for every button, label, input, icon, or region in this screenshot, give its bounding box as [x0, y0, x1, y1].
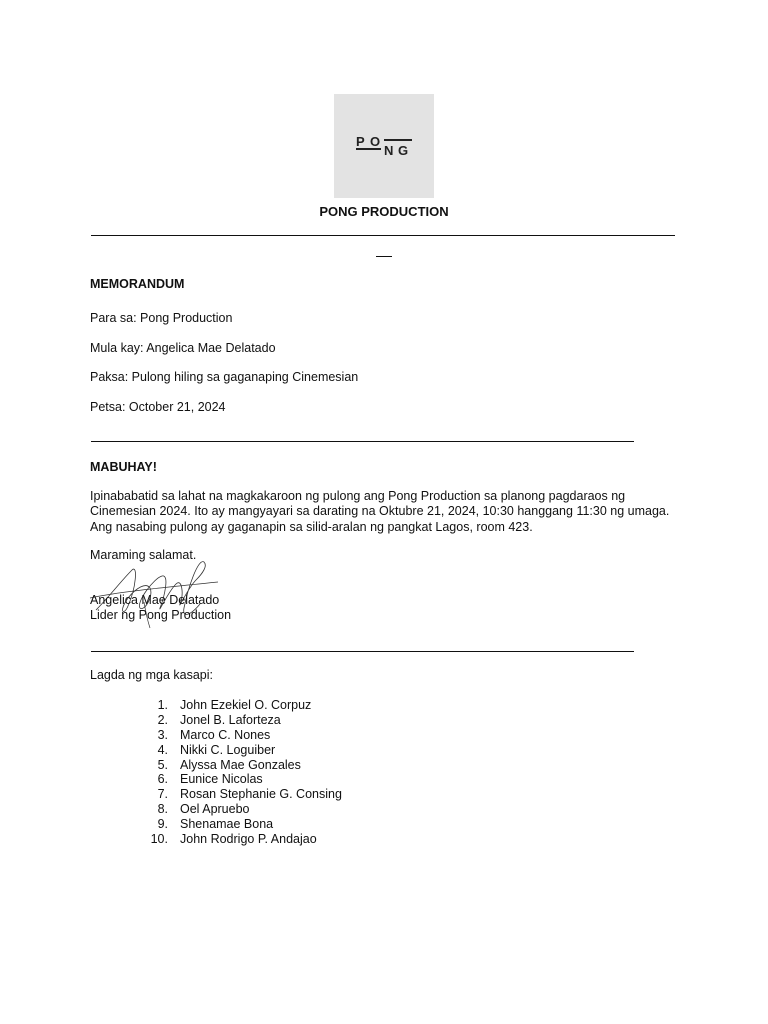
member-name: Alyssa Mae Gonzales [180, 757, 301, 772]
memo-rule [91, 441, 634, 442]
list-number: 5. [157, 757, 168, 772]
svg-text:P: P [356, 134, 366, 149]
member-name: John Ezekiel O. Corpuz [180, 698, 312, 712]
paragraph-line: Ipinababatid sa lahat na magkakaroon ng pulong ang Pong Production sa planong pagdaraos ng [90, 489, 626, 503]
memo-from: Mula kay: Angelica Mae Delatado [90, 341, 276, 355]
memo-body-paragraph [90, 489, 690, 535]
member-name: John Rodrigo P. Andajao [180, 832, 317, 847]
svg-text:G: G [398, 143, 410, 158]
list-number: 7. [157, 787, 168, 802]
greeting: MABUHAY! [90, 460, 157, 474]
list-number: 4. [157, 742, 168, 757]
member-name: Rosan Stephanie G. Consing [180, 787, 342, 802]
list-item [150, 817, 342, 832]
members-heading: Lagda ng mga kasapi: [90, 668, 214, 682]
header-rule [91, 235, 675, 236]
list-item [150, 787, 342, 802]
header-rule-tail [376, 256, 392, 257]
list-item [150, 713, 342, 728]
member-name: Nikki C. Loguiber [180, 742, 276, 757]
list-number: 2. [157, 712, 168, 727]
paragraph-line: Ang nasabing pulong ay gaganapin sa silid-aralan ng pangkat Lagos, room 423. [90, 519, 533, 534]
list-number: 9. [157, 817, 168, 832]
signatory-title: Lider ng Pong Production [90, 608, 232, 622]
list-item [150, 698, 342, 713]
member-name: Eunice Nicolas [180, 772, 263, 787]
list-number: 1. [157, 698, 168, 712]
memo-date: Petsa: October 21, 2024 [90, 400, 226, 414]
signature-rule [91, 651, 634, 652]
pong-logo-icon [334, 94, 434, 198]
svg-text:N: N [384, 143, 395, 158]
list-item [150, 802, 342, 817]
company-logo [334, 94, 434, 198]
member-name: Marco C. Nones [180, 727, 271, 742]
svg-text:O: O [370, 134, 382, 149]
members-list [150, 698, 342, 847]
member-name: Oel Apruebo [180, 802, 250, 817]
member-name: Shenamae Bona [180, 817, 274, 832]
list-item [150, 772, 342, 787]
list-item [150, 832, 342, 847]
closing-text: Maraming salamat. [90, 548, 197, 562]
paragraph-line: Cinemesian 2024. Ito ay mangyayari sa darating na Oktubre 21, 2024, 10:30 hanggang 11:30 ng umaga. [90, 504, 670, 519]
list-number: 10. [150, 832, 168, 847]
list-item [150, 743, 342, 758]
list-number: 8. [157, 802, 168, 817]
signatory-name: Angelica Mae Delatado [90, 593, 220, 607]
memo-to: Para sa: Pong Production [90, 311, 233, 325]
memo-subject: Paksa: Pulong hiling sa gaganaping Cinemesian [90, 370, 359, 384]
list-item [150, 728, 342, 743]
memo-heading: MEMORANDUM [90, 277, 185, 291]
list-number: 3. [157, 727, 168, 742]
list-number: 6. [157, 772, 168, 787]
list-item [150, 758, 342, 773]
company-title: PONG PRODUCTION [319, 204, 449, 219]
member-name: Jonel B. Laforteza [180, 712, 281, 727]
